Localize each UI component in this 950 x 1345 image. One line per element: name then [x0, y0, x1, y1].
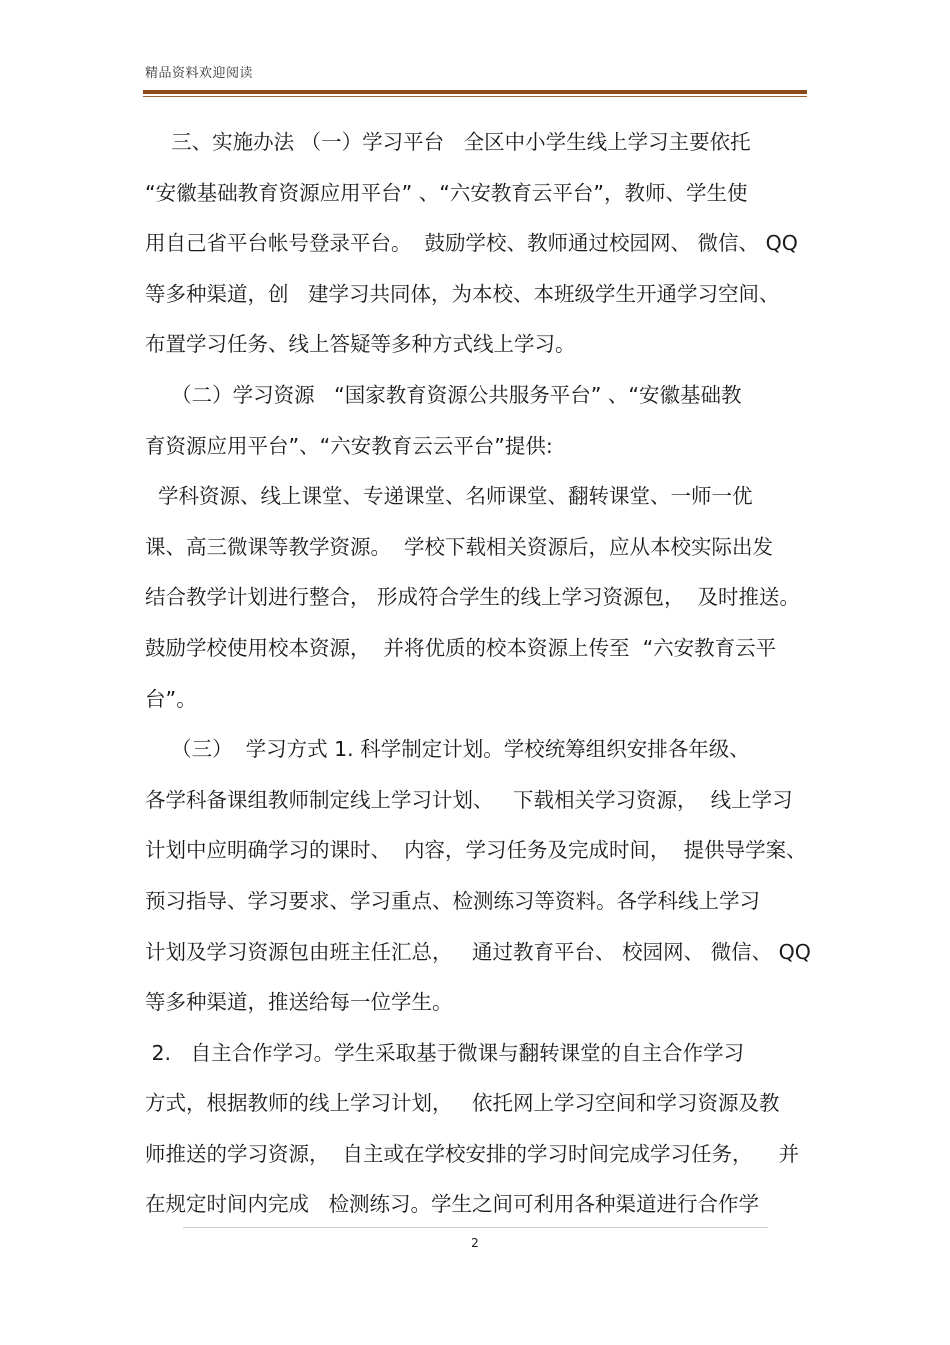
text-line: 用自己省平台帐号登录平台。 鼓励学校、教师通过校园网、 微信、 QQ — [145, 231, 798, 256]
text-line: 师推送的学习资源， 自主或在学校安排的学习时间完成学习任务， 并 — [145, 1141, 800, 1166]
text-line: 计划及学习资源包由班主任汇总， 通过教育平台、 校园网、 微信、 QQ — [145, 939, 811, 964]
footer-divider — [183, 1227, 768, 1228]
text-line: 方式，根据教师的线上学习计划， 依托网上学习空间和学习资源及教 — [145, 1091, 780, 1116]
header-divider-thick — [143, 90, 807, 94]
document-body — [145, 120, 815, 1233]
text-line: 等多种渠道，创 建学习共同体，为本校、本班级学生开通学习空间、 — [145, 281, 780, 306]
text-line: 学科资源、线上课堂、专递课堂、名师课堂、翻转课堂、一师一优 — [145, 484, 753, 509]
header-divider-thin — [143, 96, 807, 97]
text-line: 台”。 — [145, 686, 197, 711]
text-line: 结合教学计划进行整合， 形成符合学生的线上学习资源包， 及时推送。 — [145, 585, 801, 610]
text-line: 在规定时间内完成 检测练习。学生之间可利用各种渠道进行合作学 — [145, 1192, 760, 1217]
text-line: 课、高三微课等教学资源。 学校下载相关资源后，应从本校实际出发 — [145, 534, 774, 559]
text-line: 预习指导、学习要求、学习重点、检测练习等资料。各学科线上学习 — [145, 888, 760, 913]
text-line: 2. 自主合作学习。学生采取基于微课与翻转课堂的自主合作学习 — [145, 1040, 745, 1065]
text-line: 三、实施办法 （一）学习平台 全区中小学生线上学习主要依托 — [145, 130, 751, 154]
text-line: “安徽基础教育资源应用平台” 、“六安教育云平台”，教师、学生使 — [145, 180, 748, 205]
text-line: （二）学习资源 “国家教育资源公共服务平台” 、“安徽基础教 — [145, 382, 742, 407]
text-line: （三） 学习方式 1. 科学制定计划。学校统筹组织安排各年级、 — [145, 737, 750, 762]
text-line: 等多种渠道，推送给每一位学生。 — [145, 990, 453, 1015]
text-line: 鼓励学校使用校本资源， 并将优质的校本资源上传至 “六安教育云平 — [145, 635, 777, 660]
text-line: 计划中应明确学习的课时、 内容，学习任务及完成时间， 提供导学案、 — [145, 838, 807, 863]
page-header-text: 精品资料欢迎阅读 — [145, 66, 254, 81]
text-line: 育资源应用平台”、“六安教育云云平台”提供: — [145, 433, 553, 458]
page-number: 2 — [471, 1236, 479, 1250]
text-line: 布置学习任务、线上答疑等多种方式线上学习。 — [145, 332, 576, 357]
text-line: 各学科备课组教师制定线上学习计划、 下载相关学习资源， 线上学习 — [145, 787, 793, 812]
